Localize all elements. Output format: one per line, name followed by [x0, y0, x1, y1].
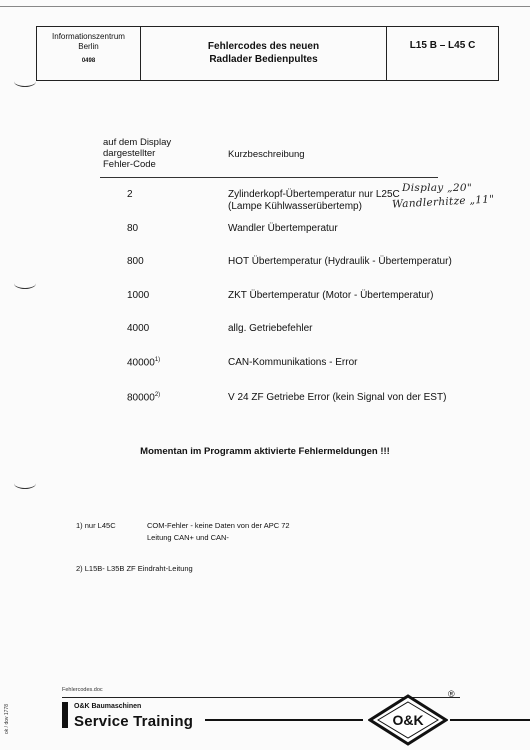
org-line-2: Berlin	[78, 42, 99, 51]
error-code	[127, 392, 160, 403]
footnote-1-line2: Leitung CAN+ und CAN-	[147, 533, 229, 542]
column-header-code-line3: Fehler-Code	[103, 159, 156, 170]
footer-brand: Service Training	[74, 713, 194, 730]
top-edge-line	[0, 6, 530, 7]
error-code	[127, 223, 138, 234]
handwritten-note-line1: Display „20"	[402, 182, 473, 194]
error-code	[127, 256, 144, 267]
error-description-line1: Zylinderkopf-Übertemperatur nur L25C	[228, 189, 400, 200]
document-header	[36, 26, 499, 81]
error-description: ZKT Übertemperatur (Motor - Übertemperatur)	[228, 290, 434, 301]
error-code-value: 4000	[127, 323, 150, 334]
margin-note: ok / dov 1778	[4, 703, 10, 734]
punch-hole-mark	[14, 278, 36, 289]
ok-logo	[368, 694, 448, 746]
error-description	[228, 189, 400, 213]
ok-logo-text: O&K	[392, 712, 424, 728]
footnote-1-line1: COM-Fehler - keine Daten von der APC 72	[147, 521, 290, 530]
error-description: CAN-Kommunikations - Error	[228, 357, 358, 368]
handwritten-note-line2: Wandlerhitze „11"	[391, 193, 495, 211]
error-description: allg. Getriebefehler	[228, 323, 313, 334]
footer-company: O&K Baumaschinen	[74, 703, 142, 710]
error-code-value: 80	[127, 223, 139, 234]
footnote-1-label: 1) nur L45C	[76, 521, 116, 530]
column-header-description: Kurzbeschreibung	[228, 149, 305, 160]
error-code-value: 2	[127, 189, 133, 200]
punch-hole-mark	[14, 76, 36, 87]
error-code	[127, 357, 160, 368]
error-code	[127, 189, 133, 200]
error-code-value: 40000	[127, 357, 155, 369]
header-title	[141, 27, 387, 80]
error-description: V 24 ZF Getriebe Error (kein Signal von der EST)	[228, 392, 447, 403]
punch-hole-mark	[14, 478, 36, 489]
column-header-code-line1: auf dem Display	[103, 137, 172, 148]
footnote-marker: 2)	[154, 392, 161, 398]
error-code-value: 80000	[127, 392, 155, 404]
footer-bar	[62, 702, 68, 728]
error-description: HOT Übertemperatur (Hydraulik - Übertemperatur)	[228, 256, 452, 267]
notice-text: Momentan im Programm aktivierte Fehlermeldungen !!!	[140, 446, 390, 457]
footnote-marker: 1)	[154, 357, 161, 363]
registered-mark: ®	[448, 689, 455, 699]
column-header-code-line2: dargestellter	[103, 148, 156, 159]
error-code	[127, 323, 149, 334]
footer-filename: Fehlercodes.doc	[62, 687, 103, 693]
footer-rule	[450, 719, 530, 721]
error-description: Wandler Übertemperatur	[228, 223, 338, 234]
title-line-1: Fehlercodes des neuen	[207, 41, 320, 52]
org-line-1: Informationszentrum	[52, 32, 125, 41]
header-models: L15 B – L45 C	[409, 40, 476, 51]
error-code-value: 800	[127, 256, 144, 267]
title-line-2: Radlader Bedienpultes	[209, 54, 318, 65]
footnote-2: 2) L15B- L35B ZF Eindraht-Leitung	[76, 564, 193, 573]
column-header-code	[103, 137, 198, 170]
error-code	[127, 290, 149, 301]
footer-rule	[205, 719, 363, 721]
doc-code: 0498	[81, 58, 96, 64]
header-organization	[37, 27, 141, 80]
error-description-line2: (Lampe Kühlwasserübertemp)	[228, 201, 362, 212]
table-separator	[100, 177, 438, 178]
error-code-value: 1000	[127, 290, 150, 301]
footnote-1-text	[147, 520, 290, 544]
